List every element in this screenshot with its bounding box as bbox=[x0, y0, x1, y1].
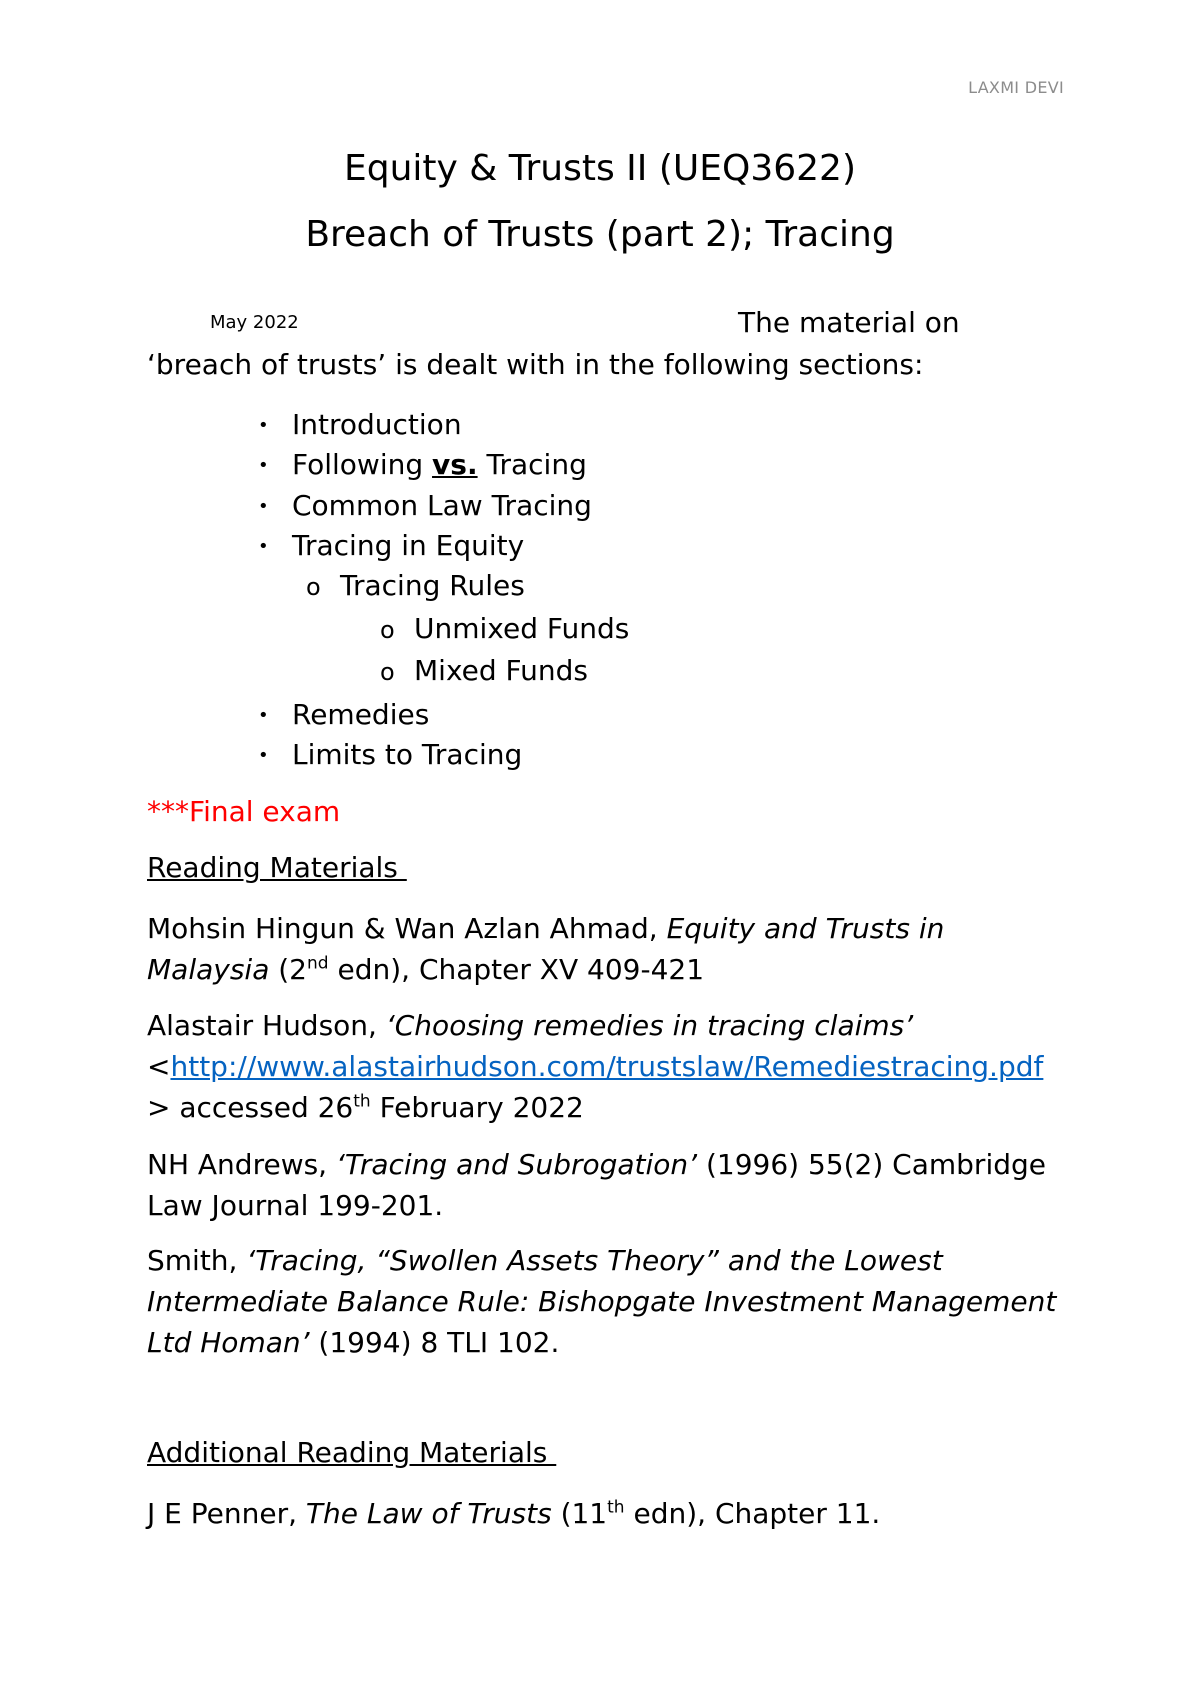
ordinal-suffix: nd bbox=[307, 953, 329, 974]
reference-author: J E Penner, bbox=[147, 1497, 306, 1530]
intro-text-part1: The material on bbox=[738, 306, 960, 339]
intro-text-part2: ‘breach of trusts’ is dealt with in the following sections: bbox=[147, 348, 924, 381]
list-item-label: Following bbox=[292, 448, 433, 481]
vs-emphasis: vs. bbox=[432, 448, 478, 481]
list-item bbox=[258, 445, 587, 485]
list-item-label: Limits to Tracing bbox=[292, 738, 523, 771]
reference-edition: (11 bbox=[551, 1497, 608, 1530]
reading-reference-2 bbox=[147, 1005, 1067, 1128]
ordinal-suffix: th bbox=[353, 1091, 371, 1112]
list-item bbox=[306, 566, 525, 606]
list-item bbox=[258, 695, 429, 735]
list-item-label: Common Law Tracing bbox=[292, 489, 592, 522]
bullet-icon: • bbox=[258, 455, 269, 476]
additional-reference-1 bbox=[147, 1493, 1067, 1534]
list-item bbox=[258, 735, 522, 775]
reference-title: ‘Tracing, “Swollen Assets Theory” and the Lowest Intermediate Balance Rule: Bishopgate Investment Management Ltd Homan’ bbox=[147, 1244, 1057, 1359]
list-item bbox=[258, 405, 462, 445]
final-exam-note: ***Final exam bbox=[147, 795, 341, 828]
bullet-icon: • bbox=[258, 496, 269, 517]
reference-details: (1994) 8 TLI 102. bbox=[309, 1326, 560, 1359]
reference-title: ‘Choosing remedies in tracing claims’ bbox=[385, 1009, 914, 1042]
reference-title: ‘Tracing and Subrogation’ bbox=[336, 1148, 698, 1181]
reference-accessed: > accessed 26 bbox=[147, 1091, 354, 1124]
reading-reference-3 bbox=[147, 1144, 1067, 1226]
header-author: LAXMI DEVI bbox=[968, 78, 1064, 97]
reference-accessed-date: February 2022 bbox=[370, 1091, 584, 1124]
list-item-label: Mixed Funds bbox=[414, 654, 588, 687]
list-item-label: Introduction bbox=[292, 408, 462, 441]
list-item-label: Remedies bbox=[292, 698, 430, 731]
reference-url-link[interactable]: http://www.alastairhudson.com/trustslaw/Remediestracing.pdf bbox=[170, 1050, 1044, 1083]
ring-bullet-icon: o bbox=[380, 616, 395, 644]
bullet-icon: • bbox=[258, 745, 269, 766]
reference-author: Smith, bbox=[147, 1244, 247, 1277]
reference-title: The Law of Trusts bbox=[305, 1497, 552, 1530]
angle-bracket: < bbox=[147, 1050, 171, 1083]
reference-author: Mohsin Hingun & Wan Azlan Ahmad, bbox=[147, 912, 667, 945]
list-item bbox=[258, 486, 592, 526]
list-item bbox=[380, 609, 629, 649]
reference-details: edn), Chapter XV 409-421 bbox=[328, 953, 705, 986]
list-item-label: Tracing Rules bbox=[340, 569, 525, 602]
list-item bbox=[380, 651, 588, 691]
bullet-icon: • bbox=[258, 536, 269, 557]
bullet-icon: • bbox=[258, 705, 269, 726]
list-item-label: Tracing bbox=[477, 448, 587, 481]
document-subtitle: Breach of Trusts (part 2); Tracing bbox=[305, 214, 895, 255]
additional-reading-heading: Additional Reading Materials bbox=[147, 1436, 557, 1469]
bullet-icon: • bbox=[258, 415, 269, 436]
reference-details: edn), Chapter 11. bbox=[624, 1497, 881, 1530]
ring-bullet-icon: o bbox=[380, 658, 395, 686]
reference-details: (1996) 55(2) Cambridge Law Journal 199-201. bbox=[147, 1148, 1046, 1222]
reading-materials-heading: Reading Materials bbox=[147, 851, 407, 884]
sections-outline bbox=[0, 405, 1200, 785]
reading-reference-4 bbox=[147, 1240, 1067, 1363]
list-item-label: Tracing in Equity bbox=[292, 529, 525, 562]
reading-reference-1 bbox=[147, 908, 1067, 990]
ordinal-suffix: th bbox=[607, 1497, 625, 1518]
document-title: Equity & Trusts II (UEQ3622) bbox=[344, 148, 856, 189]
list-item-label: Unmixed Funds bbox=[414, 612, 630, 645]
reference-edition: (2 bbox=[269, 953, 307, 986]
reference-title: Equity and Trusts in Malaysia bbox=[147, 912, 945, 986]
ring-bullet-icon: o bbox=[306, 573, 321, 601]
reference-author: Alastair Hudson, bbox=[147, 1009, 386, 1042]
list-item bbox=[258, 526, 524, 566]
date-label: May 2022 bbox=[210, 312, 299, 333]
reference-author: NH Andrews, bbox=[147, 1148, 336, 1181]
